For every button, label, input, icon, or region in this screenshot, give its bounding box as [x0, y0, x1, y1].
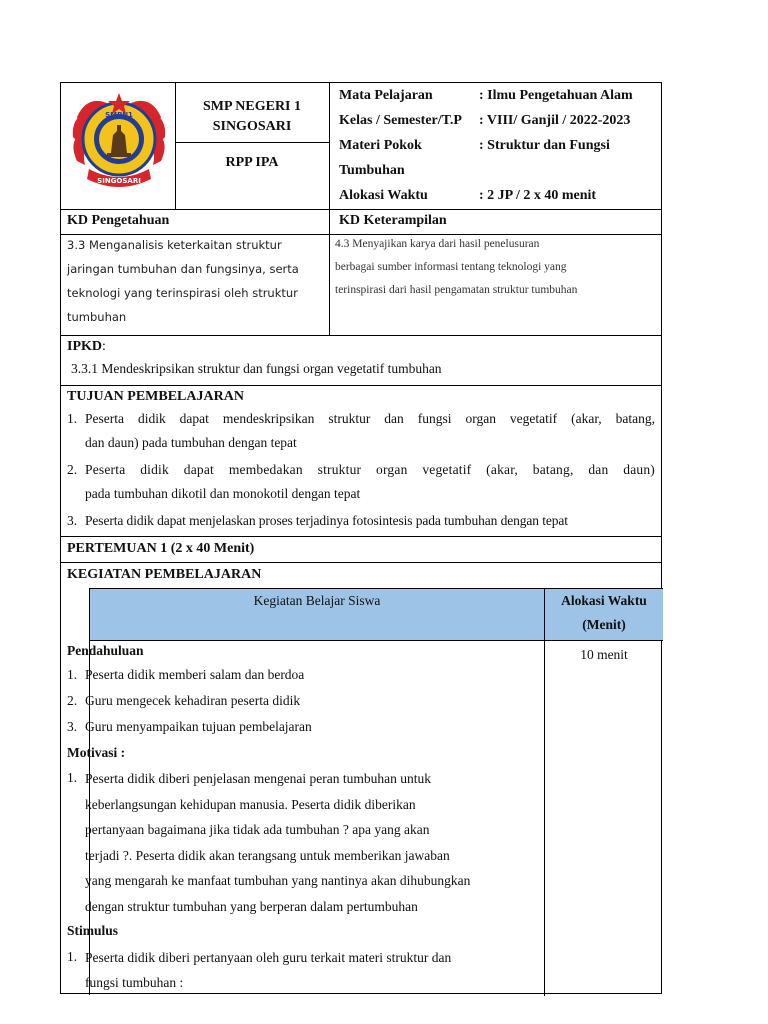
school-name: [175, 97, 329, 137]
row-line: [61, 335, 661, 336]
intro-time: 10 menit: [580, 647, 628, 662]
kd-knowledge-line: 3.3 Menganalisis keterkaitan struktur: [67, 238, 282, 252]
ipkd-colon: :: [102, 339, 106, 354]
school-name-line1: SMP NEGERI 1: [202, 99, 301, 114]
meeting-heading: PERTEMUAN 1 (2 x 40 Menit): [67, 541, 255, 556]
kd-skill-line: berbagai sumber informasi tentang teknologi yang: [335, 261, 567, 273]
ipkd-heading-wrap: [67, 335, 106, 359]
subject-info: [339, 83, 659, 208]
objectives-heading: TUJUAN PEMBELAJARAN: [67, 389, 244, 404]
kd-knowledge-line: tumbuhan: [67, 310, 127, 324]
motivation-heading: Motivasi :: [67, 745, 126, 760]
kd-knowledge-line: teknologi yang terinspirasi oleh struktur: [67, 286, 298, 300]
school-name-line2: SINGOSARI: [212, 119, 292, 134]
intro-item: 3. Guru menyampaikan tujuan pembelajaran: [67, 719, 312, 734]
school-logo: [67, 87, 171, 203]
logo-text-bottom: SINGOSARI: [97, 177, 141, 185]
activities-content: [67, 639, 537, 997]
ipkd-item: 3.3.1 Mendeskripsikan struktur dan fungsi organ vegetatif tumbuhan: [71, 361, 442, 376]
class-label: Kelas / Semester/T.P: [339, 113, 462, 128]
topic-value-cont: Tumbuhan: [339, 163, 405, 178]
kd-skill-heading: KD Keterampilan: [339, 213, 447, 228]
intro-heading: Pendahuluan: [67, 643, 144, 658]
kd-skill-line: terinspirasi dari hasil pengamatan struktur tumbuhan: [335, 284, 578, 296]
objective-item: 2. Peserta didik dapat membedakan struktur organ vegetatif (akar, batang, dan daun) pada tumbuhan dikotil dan monokotil dengan tepat: [67, 462, 655, 501]
subject-value: : Ilmu Pengetahuan Alam: [479, 88, 633, 103]
kd-knowledge-text: [67, 233, 325, 329]
lesson-plan-document: [60, 82, 662, 994]
intro-item: 1. Peserta didik memberi salam dan berdoa: [67, 667, 305, 682]
kd-skill-text: [335, 233, 659, 302]
objective-item: 3. Peserta didik dapat menjelaskan proses terjadinya fotosintesis pada tumbuhan dengan tepat: [67, 513, 568, 528]
kd-knowledge-heading: KD Pengetahuan: [67, 213, 170, 228]
col-time-header: Alokasi Waktu (Menit): [561, 593, 647, 632]
objective-item: 1. Peserta didik dapat mendeskripsikan struktur dan fungsi organ vegetatif (akar, batang, dan daun) pada tumbuhan dengan tepat: [67, 411, 655, 450]
stimulus-heading: Stimulus: [67, 923, 119, 938]
intro-item: 2. Guru mengecek kehadiran peserta didik: [67, 693, 301, 708]
kd-knowledge-line: jaringan tumbuhan dan fungsinya, serta: [67, 262, 299, 276]
class-value: : VIII/ Ganjil / 2022-2023: [479, 113, 631, 128]
header-divider-school: [175, 142, 329, 143]
time-label: Alokasi Waktu: [339, 188, 428, 203]
topic-value: : Struktur dan Fungsi: [479, 138, 610, 153]
subject-label: Mata Pelajaran: [339, 88, 433, 103]
ipkd-heading: IPKD: [67, 339, 102, 354]
activities-heading: KEGIATAN PEMBELAJARAN: [67, 567, 262, 582]
time-value: : 2 JP / 2 x 40 menit: [479, 188, 597, 203]
col-activity-header: Kegiatan Belajar Siswa: [253, 593, 381, 608]
logo-text-top: SMPN1: [105, 111, 133, 119]
motivation-item: 1. Peserta didik diberi penjelasan mengenai peran tumbuhan untuk keberlangsungan kehidupan manusia. Peserta didik diberikan pertanyaan bagaimana jika tidak ada tumbuhan ? apa yang akan terjadi ?. Peserta didik akan terangsang untuk memberikan jawaban yang mengarah ke manfaat tumbuhan yang nantinya akan dihubungkan dengan struktur tumbuhan yang berperan dalam pertumbuhan: [67, 770, 471, 914]
doc-type: RPP IPA: [225, 155, 279, 170]
stimulus-item: 1. Peserta didik diberi pertanyaan oleh guru terkait materi struktur dan fungsi tumbuhan :: [67, 949, 452, 990]
kd-skill-line: 4.3 Menyajikan karya dari hasil penelusuran: [335, 238, 540, 250]
topic-label: Materi Pokok: [339, 138, 422, 153]
